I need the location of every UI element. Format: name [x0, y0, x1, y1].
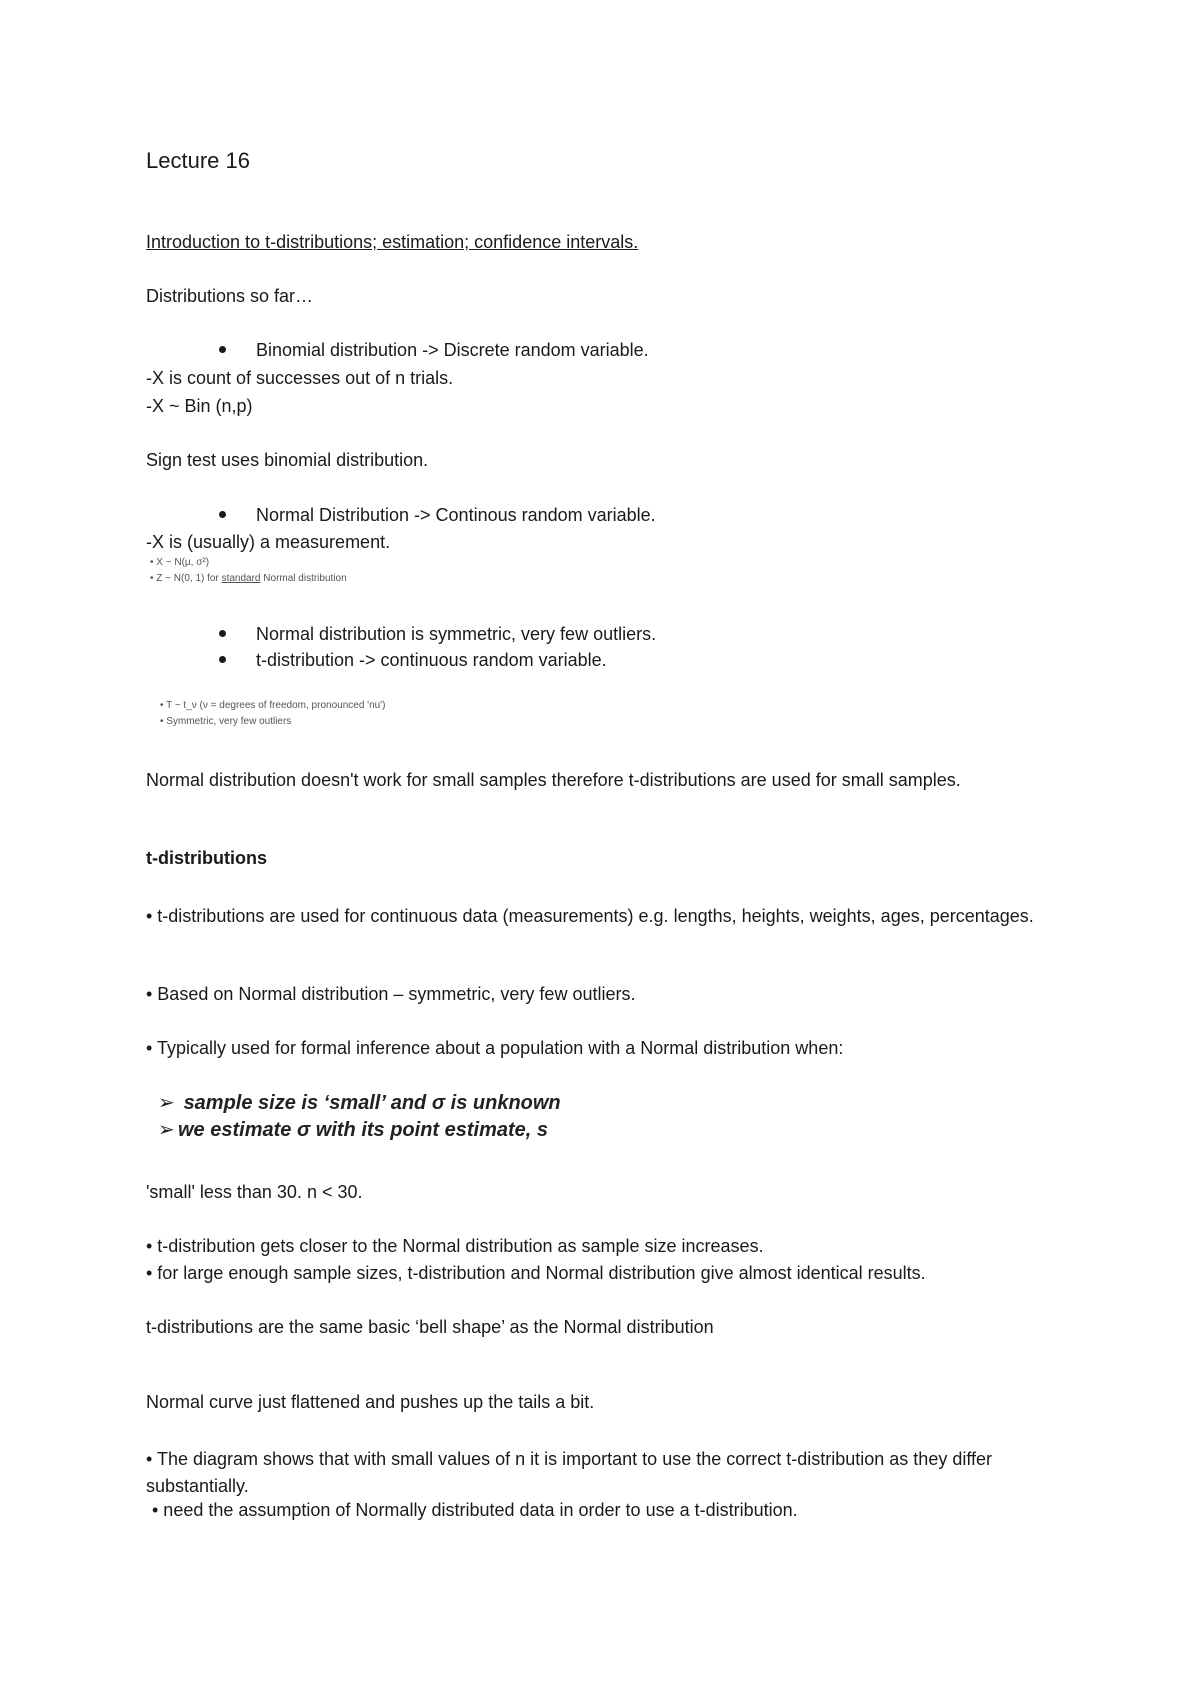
t-bullet-typically-used: • Typically used for formal inference about a population with a Normal distribution when:: [146, 1038, 844, 1058]
normal-line-1: -X is (usually) a measurement.: [146, 532, 391, 552]
bullet-dot: [219, 630, 226, 637]
condition-estimate-sigma: ➢ we estimate σ with its point estimate, s: [158, 1119, 549, 1141]
normal-bullet: Normal Distribution -> Continous random variable.: [256, 505, 656, 525]
assumption-bullet: • need the assumption of Normally distributed data in order to use a t-distribution.: [152, 1500, 798, 1520]
bullet-dot: [219, 656, 226, 663]
arrow-bullet-icon: ➢: [158, 1092, 175, 1114]
bell-shape-line: t-distributions are the same basic ‘bell shape’ as the Normal distribution: [146, 1317, 714, 1337]
t-bullet-continuous-data: • t-distributions are used for continuous data (measurements) e.g. lengths, heights, weights, ages, percentages.: [146, 906, 1034, 926]
normal-notation-2: • Z ~ N(0, 1) for standard Normal distribution: [150, 573, 347, 584]
flattened-line: Normal curve just flattened and pushes up the tails a bit.: [146, 1392, 595, 1412]
binomial-bullet: Binomial distribution -> Discrete random variable.: [256, 340, 649, 360]
small-samples-paragraph: Normal distribution doesn't work for small samples therefore t-distributions are used for small samples.: [146, 770, 961, 790]
t-bullet-closer-normal: • t-distribution gets closer to the Normal distribution as sample size increases.: [146, 1236, 764, 1256]
normal-notation-1: • X ~ N(μ, σ²): [150, 557, 210, 568]
page-title: Lecture 16: [146, 148, 250, 173]
small-definition: 'small' less than 30. n < 30.: [146, 1182, 363, 1202]
binomial-line-1: -X is count of successes out of n trials.: [146, 368, 454, 388]
normal-symmetric-bullet: Normal distribution is symmetric, very few outliers.: [256, 624, 657, 644]
bullet-dot: [219, 346, 226, 353]
diagram-bullet: • The diagram shows that with small values of n it is important to use the correct t-distribution as they differ substantially.: [146, 1449, 993, 1496]
distributions-intro: Distributions so far…: [146, 286, 314, 306]
t-distributions-heading: t-distributions: [146, 848, 267, 868]
binomial-line-2: -X ~ Bin (n,p): [146, 396, 253, 416]
t-bullet-large-samples: • for large enough sample sizes, t-distribution and Normal distribution give almost identical results.: [146, 1263, 926, 1283]
t-notation-2: • Symmetric, very few outliers: [160, 716, 292, 727]
t-continuous-bullet: t-distribution -> continuous random variable.: [256, 650, 607, 670]
standard-link: standard: [221, 573, 261, 584]
lecture-subtitle: Introduction to t-distributions; estimation; confidence intervals.: [146, 232, 639, 252]
arrow-bullet-icon: ➢: [158, 1119, 175, 1141]
sign-test-line: Sign test uses binomial distribution.: [146, 450, 429, 470]
t-bullet-based-on-normal: • Based on Normal distribution – symmetric, very few outliers.: [146, 984, 636, 1004]
t-notation-1: • T ~ t_ν (ν = degrees of freedom, pronounced 'nu'): [160, 700, 386, 711]
bullet-dot: [219, 511, 226, 518]
condition-small-sample: ➢ sample size is ‘small’ and σ is unknown: [158, 1092, 561, 1114]
